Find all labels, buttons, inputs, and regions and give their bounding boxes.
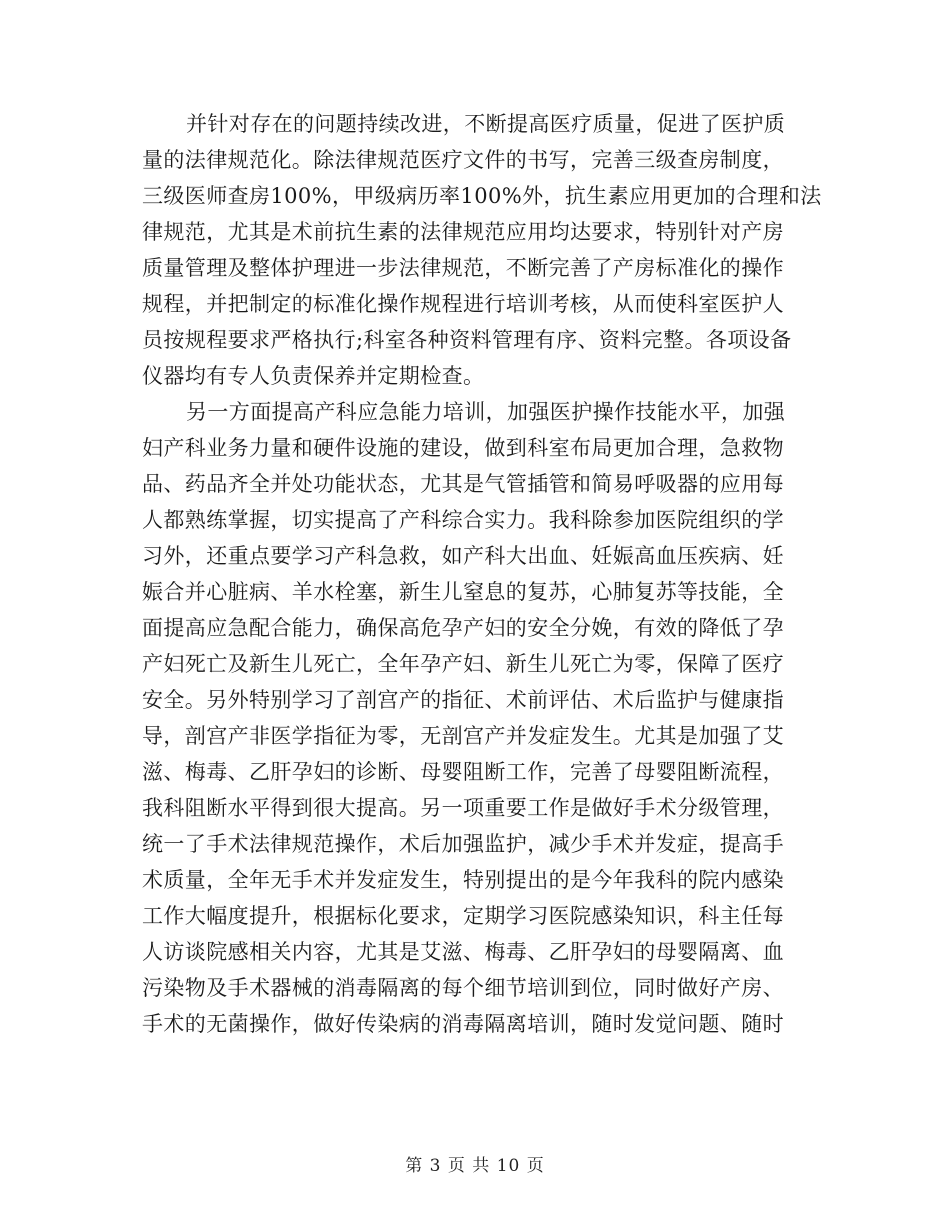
text-line: 导，剖宫产非医学指征为零，无剖宫产并发症发生。尤其是加强了艾: [142, 724, 784, 748]
text-line: 质量管理及整体护理进一步法律规范，不断完善了产房标准化的操作: [142, 256, 784, 280]
text-line: 律规范，尤其是术前抗生素的法律规范应用均达要求，特别针对产房: [142, 220, 784, 244]
text-line: 规程，并把制定的标准化操作规程进行培训考核，从而使科室医护人: [142, 292, 784, 316]
text-line: 滋、梅毒、乙肝孕妇的诊断、母婴阻断工作，完善了母婴阻断流程，: [142, 760, 784, 784]
text-line: 人都熟练掌握，切实提高了产科综合实力。我科除参加医院组织的学: [142, 508, 784, 532]
text-line: 仪器均有专人负责保养并定期检查。: [142, 364, 485, 388]
text-line: 娠合并心脏病、羊水栓塞，新生儿窒息的复苏，心肺复苏等技能，全: [142, 580, 784, 604]
paragraph-2: [142, 394, 802, 1042]
text-line: 产妇死亡及新生儿死亡，全年孕产妇、新生儿死亡为零，保障了医疗: [142, 652, 784, 676]
document-body: [142, 106, 822, 1042]
text-line: 三级医师查房100%，甲级病历率100%外，抗生素应用更加的合理和法: [142, 184, 822, 208]
text-line: 并针对存在的问题持续改进，不断提高医疗质量，促进了医护质: [186, 112, 786, 136]
text-line: 另一方面提高产科应急能力培训，加强医护操作技能水平，加强: [186, 400, 786, 424]
text-line: 污染物及手术器械的消毒隔离的每个细节培训到位，同时做好产房、: [142, 976, 784, 1000]
text-line: 面提高应急配合能力，确保高危孕产妇的安全分娩，有效的降低了孕: [142, 616, 784, 640]
text-line: 安全。另外特别学习了剖宫产的指征、术前评估、术后监护与健康指: [142, 688, 784, 712]
text-line: 品、药品齐全并处功能状态，尤其是气管插管和简易呼吸器的应用每: [142, 472, 784, 496]
text-line: 统一了手术法律规范操作，术后加强监护，减少手术并发症，提高手: [142, 832, 784, 856]
text-line: 我科阻断水平得到很大提高。另一项重要工作是做好手术分级管理，: [142, 796, 784, 820]
text-line: 工作大幅度提升，根据标化要求，定期学习医院感染知识，科主任每: [142, 904, 784, 928]
text-line: 妇产科业务力量和硬件设施的建设，做到科室布局更加合理，急救物: [142, 436, 784, 460]
text-line: 量的法律规范化。除法律规范医疗文件的书写，完善三级查房制度，: [142, 148, 784, 172]
text-line: 人访谈院感相关内容，尤其是艾滋、梅毒、乙肝孕妇的母婴隔离、血: [142, 940, 784, 964]
page-number-footer: 第 3 页 共 10 页: [405, 1156, 545, 1176]
text-line: 习外，还重点要学习产科急救，如产科大出血、妊娠高血压疾病、妊: [142, 544, 784, 568]
paragraph-1: [142, 106, 822, 394]
text-line: 术质量，全年无手术并发症发生，特别提出的是今年我科的院内感染: [142, 868, 784, 892]
text-line: 手术的无菌操作，做好传染病的消毒隔离培训，随时发觉问题、随时: [142, 1012, 784, 1036]
text-line: 员按规程要求严格执行;科室各种资料管理有序、资料完整。各项设备: [142, 328, 792, 352]
